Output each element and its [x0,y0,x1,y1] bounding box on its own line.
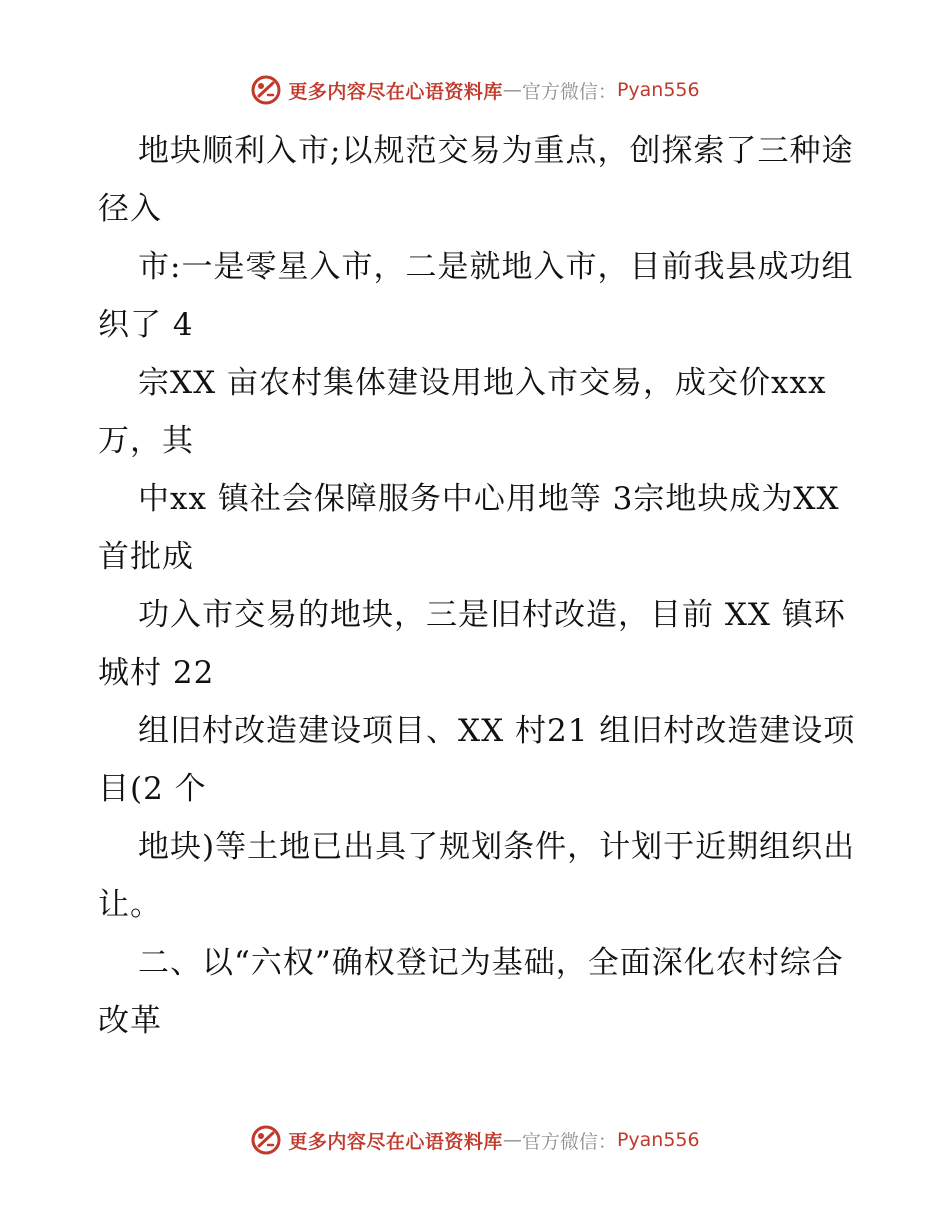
watermark-dash: — [502,1129,522,1151]
paragraph: 地块顺利入市;以规范交易为重点，创探索了三种途径入 [98,133,854,227]
watermark-label: 官方微信： [521,1130,617,1153]
paragraph: 地块)等土地已出具了规划条件，计划于近期组织出让。 [98,829,856,923]
watermark-main-text: 更多内容尽在心语资料库 [288,80,503,103]
header-watermark [0,70,950,110]
paragraph: 宗XX 亩农村集体建设用地入市交易，成交价xxx 万，其 [98,365,838,459]
paragraph: 功入市交易的地块，三是旧村改造，目前 XX 镇环城村 22 [98,597,846,691]
seal-logo-icon [250,74,282,106]
watermark-label: 官方微信： [521,80,617,103]
seal-logo-icon [250,1124,282,1156]
paragraph: 中xx 镇社会保障服务中心用地等 3宗地块成为XX 首批成 [98,481,851,575]
paragraph: 组旧村改造建设项目、XX 村21 组旧村改造建设项目(2 个 [98,713,856,807]
document-body [98,122,858,1050]
section-heading: 二、以“六权”确权登记为基础，全面深化农村综合改革 [98,945,844,1039]
watermark-id: Pyan556 [616,79,700,101]
footer-watermark [0,1120,950,1160]
watermark-main-text: 更多内容尽在心语资料库 [288,1130,503,1153]
watermark-id: Pyan556 [616,1129,700,1151]
watermark-dash: — [502,79,522,101]
paragraph: 市:一是零星入市，二是就地入市，目前我县成功组织了 4 [98,249,854,343]
